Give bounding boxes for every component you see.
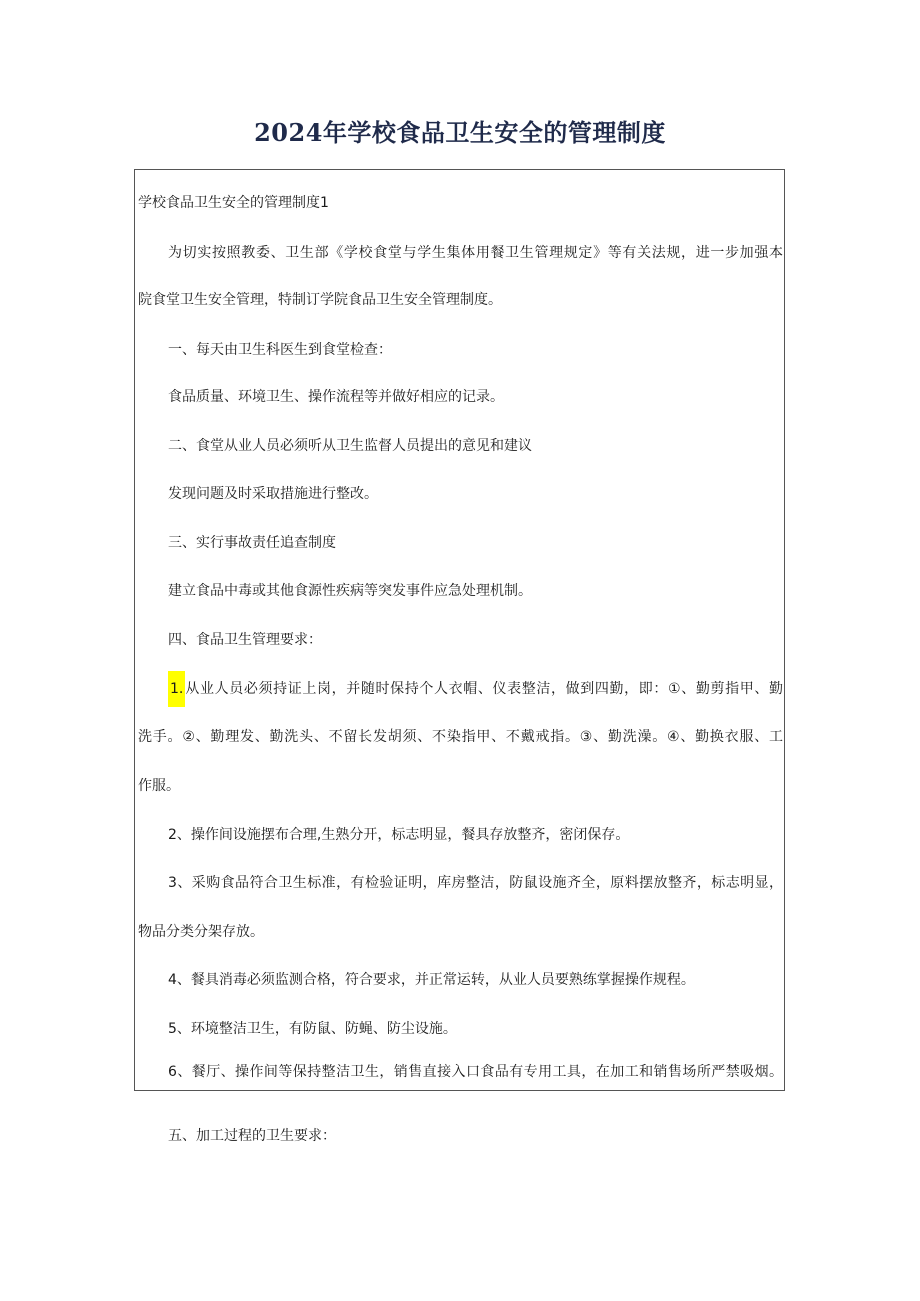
- item-1-text: 从业人员必须持证上岗，并随时保持个人衣帽、仪表整洁，做到四勤，即：①、勤剪指甲、勤: [185, 681, 783, 697]
- item-3-line-2: 物品分类分架存放。: [138, 924, 264, 940]
- document-title: 2024年学校食品卫生安全的管理制度: [254, 118, 666, 147]
- item-1-line-3: 作服。: [138, 778, 180, 794]
- section-2-body: 发现问题及时采取措施进行整改。: [168, 486, 378, 502]
- item-6: 6、餐厅、操作间等保持整洁卫生，销售直接入口食品有专用工具，在加工和销售场所严禁吸烟。: [168, 1064, 783, 1080]
- item-1-line-2: 洗手。②、勤理发、勤洗头、不留长发胡须、不染指甲、不戴戒指。③、勤洗澡。④、勤换衣服、工: [138, 729, 783, 745]
- item-3-line-1: 3、采购食品符合卫生标准，有检验证明，库房整洁，防鼠设施齐全，原料摆放整齐，标志明显，: [168, 875, 783, 891]
- item-5: 5、环境整洁卫生，有防鼠、防蝇、防尘设施。: [168, 1021, 457, 1037]
- section-5-title: 五、加工过程的卫生要求：: [168, 1128, 336, 1144]
- item-4: 4、餐具消毒必须监测合格，符合要求，并正常运转，从业人员要熟练掌握操作规程。: [168, 972, 695, 988]
- content-box: [134, 169, 785, 1091]
- section-1-body: 食品质量、环境卫生、操作流程等并做好相应的记录。: [168, 389, 504, 405]
- section-2-title: 二、食堂从业人员必须听从卫生监督人员提出的意见和建议: [168, 438, 532, 454]
- section-4-title: 四、食品卫生管理要求：: [168, 632, 322, 648]
- item-1-number-highlight: 1.: [168, 671, 185, 707]
- section-1-title: 一、每天由卫生科医生到食堂检查：: [168, 342, 392, 358]
- intro-line-1: 为切实按照教委、卫生部《学校食堂与学生集体用餐卫生管理规定》等有关法规，进一步加强本: [168, 245, 783, 261]
- intro-line-2: 院食堂卫生安全管理，特制订学院食品卫生安全管理制度。: [138, 292, 502, 308]
- section-3-title: 三、实行事故责任追查制度: [168, 535, 336, 551]
- item-1-line-1: [168, 680, 783, 698]
- box-heading: 学校食品卫生安全的管理制度1: [138, 195, 329, 211]
- item-2: 2、操作间设施摆布合理,生熟分开，标志明显，餐具存放整齐，密闭保存。: [168, 827, 630, 843]
- section-3-body: 建立食品中毒或其他食源性疾病等突发事件应急处理机制。: [168, 583, 532, 599]
